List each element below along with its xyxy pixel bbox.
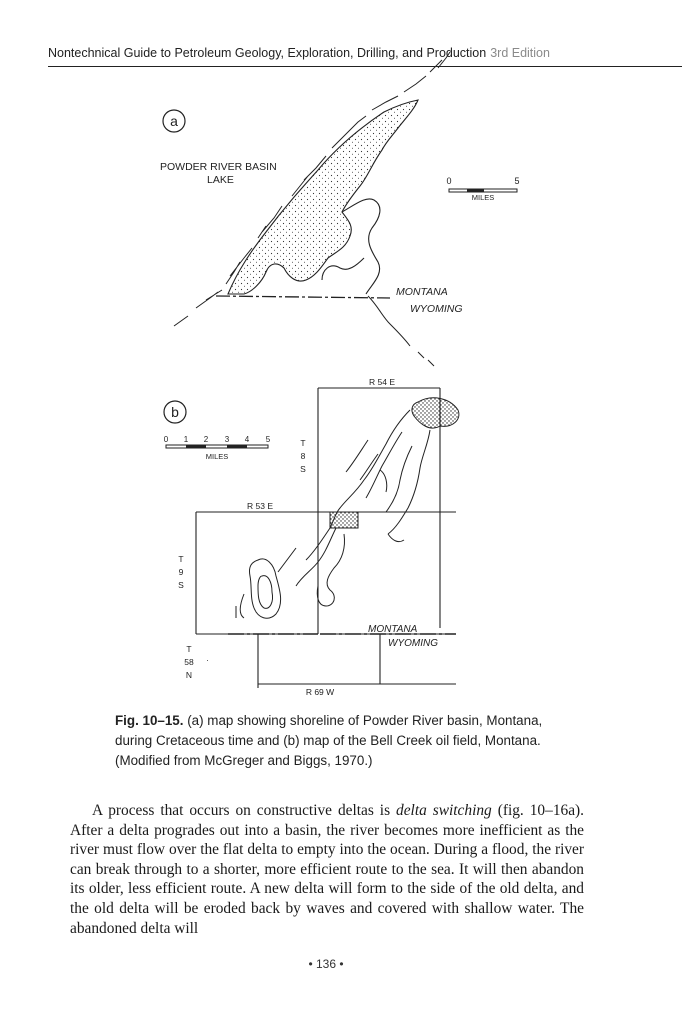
scale-a-start: 0 [446, 176, 452, 186]
range-label-r54e: R 54 E [369, 377, 395, 387]
paragraph-delta-switching [70, 801, 584, 938]
page-number: • 136 • [308, 957, 344, 971]
township-t8s [300, 438, 306, 474]
book-title: Nontechnical Guide to Petroleum Geology, Exploration, Drilling, and Production [48, 46, 487, 60]
t9s-line2: 9 [178, 567, 184, 577]
t8s-line3: S [300, 464, 306, 474]
scale-b-tick-1: 1 [183, 435, 189, 444]
t9s-line1: T [178, 554, 184, 564]
body-paragraph [70, 801, 584, 938]
township-grid-upper [196, 388, 456, 634]
scale-b-tick-2: 2 [203, 435, 209, 444]
stippled-delta [228, 100, 418, 294]
stray-dot: · [206, 655, 209, 665]
figure-caption [115, 711, 555, 771]
scale-b-tick-4: 4 [244, 435, 250, 444]
range-label-r69w: R 69 W [305, 687, 335, 697]
scale-a-end: 5 [514, 176, 520, 186]
shoreline-dashes-south [174, 290, 222, 326]
scale-bar-b [164, 435, 271, 461]
t8s-line1: T [300, 438, 306, 448]
scale-a-fill [467, 189, 484, 192]
range-label-r53e: R 53 E [247, 501, 273, 511]
caption-text: (a) map showing shoreline of Powder River basin, Montana, during Cretaceous time and (b) map of the Bell Creek oil field, Montana. (Modified from McGreger and Biggs, 1970.) [115, 713, 543, 768]
scale-b-fill-2 [227, 445, 247, 448]
panel-b-label: b [171, 404, 179, 420]
wyoming-label-a: WYOMING [410, 303, 463, 315]
t9s-line3: S [178, 580, 184, 590]
t58n-line1: T [186, 644, 192, 654]
montana-label-a: MONTANA [396, 286, 448, 298]
scale-a-unit: MILES [471, 193, 495, 202]
t58n-line3: N [185, 670, 193, 680]
paragraph-part-1: A process that occurs on constructive deltas is [92, 802, 397, 819]
montana-label-b: MONTANA [368, 624, 418, 635]
map-b [164, 377, 459, 697]
scale-b-fill-1 [186, 445, 206, 448]
t58n-line2: 58 [184, 657, 194, 667]
panel-a-label: a [170, 113, 178, 129]
edition-label: 3rd Edition [490, 46, 550, 60]
scale-b-tick-0: 0 [163, 435, 169, 444]
term-delta-switching: delta switching [396, 802, 492, 819]
scale-b-tick-3: 3 [224, 435, 230, 444]
scale-bar-a [446, 176, 519, 202]
township-t9s [178, 554, 184, 590]
paragraph-part-2: (fig. 10–16a). After a delta progrades out into a basin, the river becomes more inefficient as the river must flow over the flat delta to empty into the ocean. During a flood, the river can break through to a shorter, more efficient route to the sea. It will then abandon its older, less efficient route. A new delta will form to the side of the old delta, and the old delta will be eroded back by waves and covered with shallow water. The abandoned delta will [70, 802, 585, 937]
state-line-a [216, 296, 390, 298]
scale-b-unit: MILES [205, 452, 229, 461]
township-t58n [184, 644, 194, 680]
figure-label: Fig. 10–15. [115, 713, 184, 728]
lake-label-line2: LAKE [207, 174, 234, 186]
scale-b-tick-5: 5 [265, 435, 271, 444]
map-a [160, 52, 520, 366]
wyoming-label-b: WYOMING [388, 638, 438, 649]
t8s-line2: 8 [300, 451, 306, 461]
lake-label-line1: POWDER RIVER BASIN [160, 161, 277, 173]
scale-b-bar [166, 445, 268, 448]
